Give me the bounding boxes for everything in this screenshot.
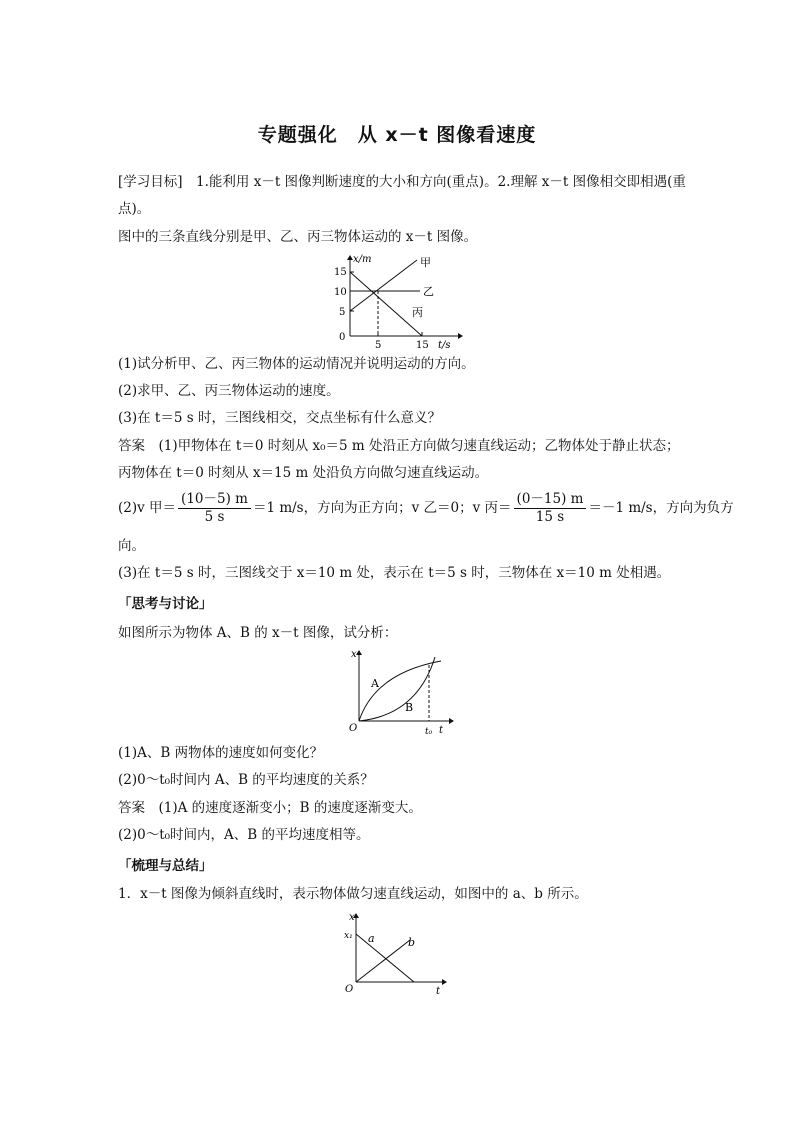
y-axis-arrow [356, 650, 362, 655]
problem1-q2: (2)求甲、乙、丙三物体运动的速度。 [118, 383, 340, 399]
fraction-denominator: 5 s [204, 509, 225, 525]
label-a: a [368, 932, 375, 945]
origin-label: O [345, 984, 354, 995]
x-axis-arrow [458, 333, 463, 339]
x-axis-arrow [442, 979, 447, 985]
answer2-prefix: (2)v 甲＝ [118, 500, 177, 516]
learning-goals-line1: [学习目标] 1.能利用 x－t 图像判断速度的大小和方向(重点)。2.理解 x－t 图像相交即相遇(重 [118, 174, 686, 190]
x-axis-label: t [439, 725, 444, 736]
y-tick-label-15: 15 [334, 267, 347, 278]
summary-heading: 「梳理与总结」 [118, 858, 213, 874]
label-jia: 甲 [420, 256, 431, 269]
figure1-xt-graph [330, 252, 465, 350]
answer2-middle: ＝1 m/s，方向为正方向；v 乙＝0；v 丙＝ [252, 500, 512, 516]
line-b [356, 940, 410, 982]
problem1-q1: (1)试分析甲、乙、丙三物体的运动情况并说明运动的方向。 [118, 356, 475, 372]
discussion-answer1: 答案 (1)A 的速度逐渐变小；B 的速度逐渐变大。 [118, 800, 422, 816]
summary-item1: 1．x－t 图像为倾斜直线时，表示物体做匀速直线运动，如图中的 a、b 所示。 [118, 886, 588, 902]
fraction-denominator: 15 s [535, 509, 565, 525]
y-axis-label: x [351, 649, 357, 660]
origin-label: O [349, 723, 358, 734]
fraction-v-jia [178, 491, 251, 526]
figure3-xt-lines [342, 908, 454, 998]
y-tick-label-10: 10 [334, 287, 347, 298]
t0-label: t₀ [425, 727, 433, 737]
x-tick-label-5: 5 [375, 340, 382, 350]
label-b: b [408, 936, 416, 949]
label-yi: 乙 [423, 285, 434, 298]
figure2-xt-curves [345, 645, 457, 737]
problem1-answer1-line1: 答案 (1)甲物体在 t＝0 时刻从 x₀＝5 m 处沿正方向做匀速直线运动；乙物体处于静止状态； [118, 438, 680, 454]
x-axis-arrow [449, 718, 454, 724]
y-axis-label: x/m [353, 254, 372, 265]
fraction-numerator: (0－15) m [514, 491, 587, 509]
problem1-answer1-line2: 丙物体在 t＝0 时刻从 x＝15 m 处沿负方向做匀速直线运动。 [118, 465, 489, 481]
discussion-heading: 「思考与讨论」 [118, 596, 213, 612]
label-b: B [405, 701, 414, 714]
y-axis-label: x [349, 912, 355, 923]
line-bing [350, 272, 422, 336]
learning-goals-line2: 点)。 [118, 201, 151, 217]
answer2-suffix: ＝－1 m/s，方向为负方 [588, 500, 734, 516]
label-a: A [371, 677, 379, 690]
x-tick-label-15: 15 [416, 340, 429, 350]
discussion-q1: (1)A、B 两物体的速度如何变化？ [118, 745, 324, 761]
x1-label: x₁ [344, 931, 353, 941]
page-title: 专题强化 从 x－t 图像看速度 [257, 124, 537, 146]
fraction-v-bing [514, 491, 587, 526]
problem1-stem: 图中的三条直线分别是甲、乙、丙三物体运动的 x－t 图像。 [118, 229, 478, 245]
discussion-answer2: (2)0～t₀时间内，A、B 的平均速度相等。 [118, 827, 370, 843]
y-tick-label-0: 0 [339, 332, 346, 343]
problem1-answer3: (3)在 t＝5 s 时，三图线交于 x＝10 m 处，表示在 t＝5 s 时，三物体在 x＝10 m 处相遇。 [118, 565, 671, 581]
x-axis-label: t/s [438, 340, 451, 350]
label-bing: 丙 [412, 306, 423, 319]
discussion-q2: (2)0～t₀时间内 A、B 的平均速度的关系？ [118, 772, 374, 788]
x-axis-label: t [436, 986, 441, 997]
discussion-stem: 如图所示为物体 A、B 的 x－t 图像，试分析： [118, 625, 398, 641]
problem1-q3: (3)在 t＝5 s 时，三图线相交，交点坐标有什么意义？ [118, 410, 441, 426]
y-tick-label-5: 5 [339, 307, 346, 318]
line-jia [350, 260, 417, 311]
problem1-answer2 [118, 491, 734, 526]
fraction-numerator: (10－5) m [178, 491, 251, 509]
problem1-answer2-line2: 向。 [118, 538, 145, 554]
